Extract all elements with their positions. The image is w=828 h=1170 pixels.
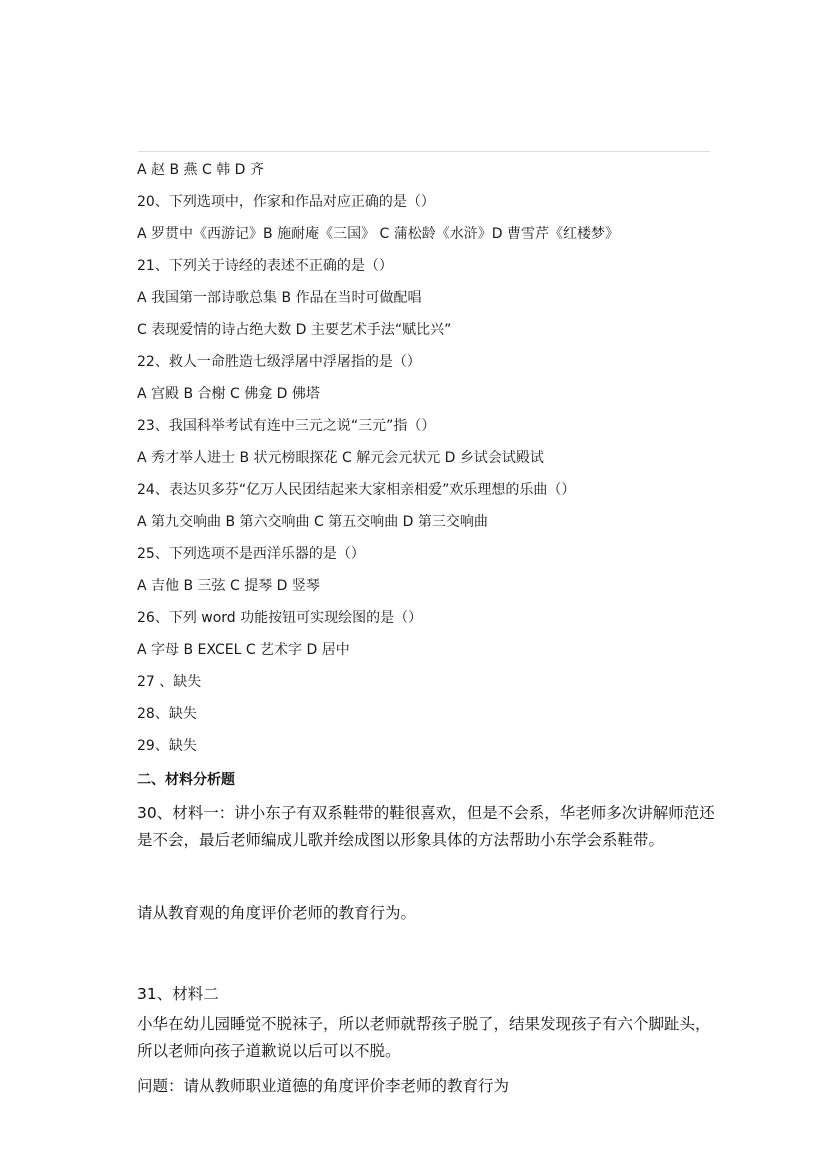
option-line-26: A 字母 B EXCEL C 艺术字 D 居中 [137,642,350,658]
question-29: 29、缺失 [137,738,197,754]
option-line-24: A 第九交响曲 B 第六交响曲 C 第五交响曲 D 第三交响曲 [137,514,488,530]
option-line-20: A 罗贯中《西游记》B 施耐庵《三国》 C 蒲松龄《水浒》D 曹雪芹《红楼梦》 [137,226,619,242]
question-24: 24、表达贝多芬“亿万人民团结起来大家相亲相爱”欢乐理想的乐曲（） [137,482,576,498]
question-28: 28、缺失 [137,706,197,722]
question-26: 26、下列 word 功能按钮可实现绘图的是（） [137,610,423,626]
material-2-title: 31、材料二 [137,985,219,1003]
material-1-question: 请从教育观的角度评价老师的教育行为。 [137,904,417,922]
option-line-22: A 宫殿 B 合榭 C 佛龛 D 佛塔 [137,386,320,402]
section-title: 二、材料分析题 [137,772,235,788]
material-2-question: 问题：请从教师职业道德的角度评价李老师的教育行为 [137,1077,510,1095]
question-21: 21、下列关于诗经的表述不正确的是（） [137,258,393,274]
question-23: 23、我国科举考试有连中三元之说“三元”指（） [137,418,436,434]
question-27: 27 、缺失 [137,674,202,690]
header-divider [138,151,710,152]
option-line-23: A 秀才举人进士 B 状元榜眼探花 C 解元会元状元 D 乡试会试殿试 [137,450,544,466]
option-line-19: A 赵 B 燕 C 韩 D 齐 [137,162,264,178]
question-25: 25、下列选项不是西洋乐器的是（） [137,546,365,562]
question-22: 22、救人一命胜造七级浮屠中浮屠指的是（） [137,354,421,370]
option-line-25: A 吉他 B 三弦 C 提琴 D 竖琴 [137,578,320,594]
option-line-21a: A 我国第一部诗歌总集 B 作品在当时可做配唱 [137,290,422,306]
question-20: 20、下列选项中，作家和作品对应正确的是（） [137,194,435,210]
option-line-21b: C 表现爱情的诗占绝大数 D 主要艺术手法“赋比兴” [137,322,452,338]
material-1-text: 30、材料一：讲小东子有双系鞋带的鞋很喜欢，但是不会系，华老师多次讲解师范还是不会，最后老师编成儿歌并绘成图以形象具体的方法帮助小东学会系鞋带。 [137,804,715,849]
material-2-text: 小华在幼儿园睡觉不脱袜子，所以老师就帮孩子脱了，结果发现孩子有六个脚趾头，所以老师向孩子道歉说以后可以不脱。 [137,1015,711,1060]
